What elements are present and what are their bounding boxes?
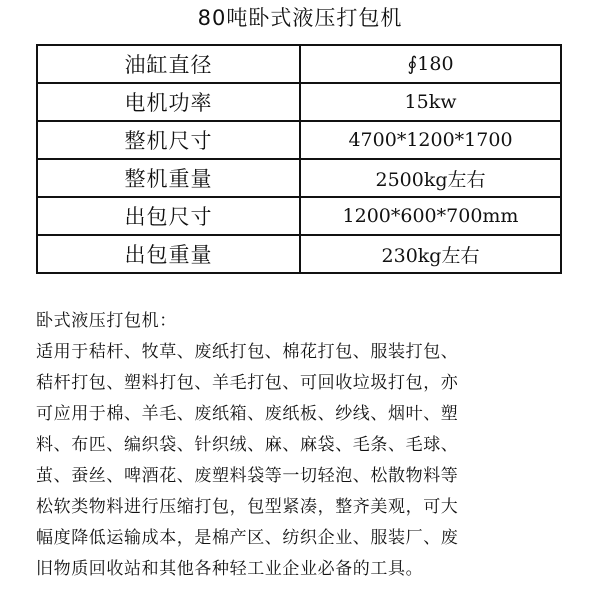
table-row: [37, 45, 561, 83]
spec-label-bale-size: 出包尺寸: [37, 197, 300, 235]
description-line: 旧物质回收站和其他各种轻工业企业必备的工具。: [36, 559, 424, 579]
spec-label-cylinder-diameter: 油缸直径: [37, 45, 300, 83]
description-line: 适用于秸杆、牧草、废纸打包、棉花打包、服装打包、: [36, 342, 459, 362]
table-row: [37, 159, 561, 197]
description-line: 料、布匹、编织袋、针织绒、麻、麻袋、毛条、毛球、: [36, 435, 459, 455]
table-row: [37, 121, 561, 159]
spec-label-motor-power: 电机功率: [37, 83, 300, 121]
spec-label-machine-size: 整机尺寸: [37, 121, 300, 159]
table-row: [37, 83, 561, 121]
description-line: 幅度降低运输成本，是棉产区、纺织企业、服装厂、废: [36, 528, 459, 548]
spec-value-motor-power: 15kw: [300, 83, 561, 121]
description-heading: 卧式液压打包机：: [36, 311, 177, 331]
page-title: 80吨卧式液压打包机: [197, 6, 403, 30]
description-line: 松软类物料进行压缩打包，包型紧凑，整齐美观，可大: [36, 497, 459, 517]
spec-table: [36, 44, 562, 274]
spec-value-machine-weight: 2500kg左右: [300, 159, 561, 197]
spec-value-bale-size: 1200*600*700mm: [300, 197, 561, 235]
spec-value-machine-size: 4700*1200*1700: [300, 121, 561, 159]
description: [36, 306, 568, 585]
description-line: 可应用于棉、羊毛、废纸箱、废纸板、纱线、烟叶、塑: [36, 404, 459, 424]
table-row: [37, 197, 561, 235]
spec-value-cylinder-diameter: ∮180: [300, 45, 561, 83]
spec-value-bale-weight: 230kg左右: [300, 235, 561, 273]
description-line: 秸杆打包、塑料打包、羊毛打包、可回收垃圾打包，亦: [36, 373, 459, 393]
spec-label-machine-weight: 整机重量: [37, 159, 300, 197]
spec-label-bale-weight: 出包重量: [37, 235, 300, 273]
table-row: [37, 235, 561, 273]
description-line: 茧、蚕丝、啤酒花、废塑料袋等一切轻泡、松散物料等: [36, 466, 459, 486]
